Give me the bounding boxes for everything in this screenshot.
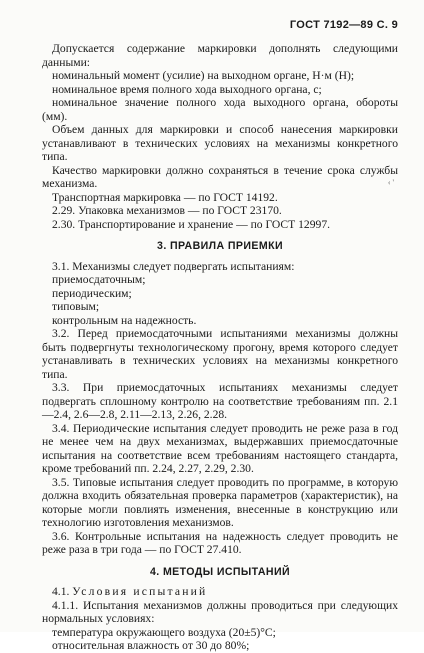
- stray-mark: ‹ ': [387, 178, 394, 187]
- paragraph: 3.1. Механизмы следует подвергать испытаниям:: [52, 259, 295, 273]
- paragraph: 3.6. Контрольные испытания на надежность следует проводить не реже раза в три года — по ГОСТ 27.410.: [42, 529, 398, 556]
- paragraph: номинальное значение полного хода выходного органа, обороты (мм).: [42, 96, 398, 123]
- paragraph: 2.29. Упаковка механизмов — по ГОСТ 23170.: [52, 204, 282, 217]
- paragraph: 4.1.1. Испытания механизмов должны проводиться при следующих нормальных условиях:: [42, 598, 398, 625]
- document-body: [42, 42, 398, 653]
- paragraph: номинальный момент (усилие) на выходном органе, Н·м (Н);: [52, 69, 355, 82]
- paragraph: температура окружающего воздуха (20±5)°С;: [52, 625, 276, 639]
- paragraph: Допускается содержание маркировки дополнять следующими данными:: [42, 42, 398, 69]
- paragraph: типовым;: [52, 300, 100, 313]
- paragraph: 3.2. Перед приемосдаточными испытаниями механизмы должны быть подвергнуты технологическому прогону, время которого следует устанавливать в технических условиях на механизмы конкретного типа.: [42, 327, 398, 381]
- paragraph: 3.3. При приемосдаточных испытаниях механизмы следует подвергать сплошному контролю на соответствие требованиям пп. 2.1—2.4, 2.6—2.8, 2.11—2.13, 2.26, 2.28.: [42, 381, 398, 421]
- paragraph: Объем данных для маркировки и способ нанесения маркировки устанавливают в технических условиях на механизмы конкретного типа.: [42, 123, 398, 163]
- page-header: ГОСТ 7192—89 С. 9: [289, 19, 398, 31]
- paragraph: 2.30. Транспортирование и хранение — по ГОСТ 12997.: [52, 217, 331, 231]
- paragraph: Транспортная маркировка — по ГОСТ 14192.: [52, 190, 278, 204]
- paragraph: относительная влажность от 30 до 80%;: [52, 639, 250, 652]
- paragraph: 3.4. Периодические испытания следует проводить не реже раза в год не менее чем на двух механизмах, выдержавших приемосдаточные испытания на соответствие всем требованиям настоящего стандарта, кроме требований пп. 2.24, 2.27, 2.29, 2.30.: [42, 421, 398, 475]
- section-heading-3: 3. ПРАВИЛА ПРИЕМКИ: [157, 240, 283, 252]
- paragraph: Качество маркировки должно сохраняться в течение срока службы механизма.: [42, 163, 398, 190]
- paragraph: контрольным на надежность.: [52, 313, 197, 327]
- subsection-title: Условия испытаний: [72, 585, 208, 598]
- subsection-number: 4.1.: [52, 585, 73, 598]
- paragraph: [42, 585, 398, 599]
- section-heading-4: 4. МЕТОДЫ ИСПЫТАНИЙ: [149, 565, 291, 578]
- paragraph: номинальное время полного хода выходного органа, с;: [52, 82, 322, 96]
- paragraph: периодическим;: [52, 286, 132, 300]
- paragraph: 3.5. Типовые испытания следует проводить по программе, в которую должна входить обязательная проверка параметров (характеристик), на которые могли повлиять изменения, внесенные в конструкцию или технологию изготовления механизмов.: [42, 475, 398, 529]
- paragraph: приемосдаточным;: [52, 273, 146, 286]
